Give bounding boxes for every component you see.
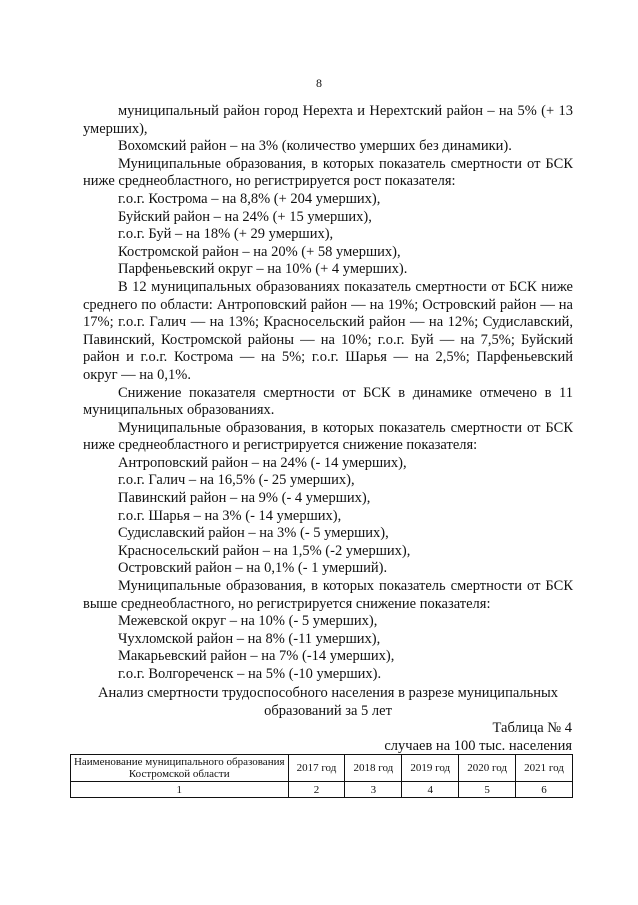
units-label: случаев на 100 тыс. населения xyxy=(384,738,572,754)
list-item: Костромской район – на 20% (+ 58 умерших), xyxy=(118,243,401,260)
list-item: Островский район – на 0,1% (- 1 умерший). xyxy=(118,560,388,577)
table-row xyxy=(71,782,573,798)
paragraph: Снижение показателя смертности от БСК в динамике отмечено в 11 муниципальных образованиях. xyxy=(83,384,573,419)
section-title: Анализ смертности трудоспособного населения в разрезе муниципальных образований за 5 лет xyxy=(97,685,558,719)
list-item: Красносельский район – на 1,5% (-2 умерших), xyxy=(118,542,411,559)
list-item: г.о.г. Кострома – на 8,8% (+ 204 умерших), xyxy=(118,190,381,207)
paragraph: В 12 муниципальных образованиях показатель смертности от БСК ниже среднего по области: Антроповский район — на 19%; Островский район — на 17%; г.о.г. Галич — на 13%; Красносельский район — на 12%; Судиславский, Павинский, Костромской районы — на 10%; г.о.г. Буй — на 7,5%; Буйский район и г.о.г. Кострома — на 5%; г.о.г. Шарья — на 2,5%; Парфеньевский округ — на 0,1%. xyxy=(83,278,573,383)
table-header-cell: 2021 год xyxy=(516,755,573,782)
list-item: Судиславский район – на 3% (- 5 умерших), xyxy=(118,525,389,542)
page-number: 8 xyxy=(316,76,322,90)
list-item: Чухломской район – на 8% (-11 умерших), xyxy=(118,630,381,647)
table-header-cell: 2018 год xyxy=(345,755,402,782)
table-header-cell: 2020 год xyxy=(459,755,516,782)
table-cell: 2 xyxy=(288,782,345,798)
paragraph: Вохомский район – на 3% (количество умерших без динамики). xyxy=(118,138,512,155)
list-item: Макарьевский район – на 7% (-14 умерших), xyxy=(118,648,395,665)
list-item: Антроповский район – на 24% (- 14 умерших), xyxy=(118,454,407,471)
table-header-cell: Наименование муниципального образования Костромской области xyxy=(71,755,289,782)
list-item: г.о.г. Волгореченск – на 5% (-10 умерших). xyxy=(118,666,382,682)
paragraph: муниципальный район город Нерехта и Нерехтский район – на 5% (+ 13 умерших), xyxy=(83,103,573,137)
list-item: г.о.г. Шарья – на 3% (- 14 умерших), xyxy=(118,507,342,524)
list-item: г.о.г. Буй – на 18% (+ 29 умерших), xyxy=(118,226,334,243)
table-header-cell: 2017 год xyxy=(288,755,345,782)
list-item: Парфеньевский округ – на 10% (+ 4 умерших). xyxy=(118,261,408,278)
table-cell: 5 xyxy=(459,782,516,798)
data-table xyxy=(70,754,573,798)
table-header-row xyxy=(71,755,573,782)
table-cell: 1 xyxy=(71,782,289,798)
paragraph: Муниципальные образования, в которых показатель смертности от БСК ниже среднеобластного и регистрируется снижение показателя: xyxy=(83,419,573,454)
table-cell: 3 xyxy=(345,782,402,798)
body-text xyxy=(83,103,573,684)
table-cell: 6 xyxy=(516,782,573,798)
list-item: г.о.г. Галич – на 16,5% (- 25 умерших), xyxy=(118,472,355,489)
paragraph: Муниципальные образования, в которых показатель смертности от БСК ниже среднеобластного, но регистрируется рост показателя: xyxy=(83,155,573,190)
table-cell: 4 xyxy=(402,782,459,798)
list-item: Межевской округ – на 10% (- 5 умерших), xyxy=(118,613,378,630)
list-item: Буйский район – на 24% (+ 15 умерших), xyxy=(118,208,372,225)
list-item: Павинский район – на 9% (- 4 умерших), xyxy=(118,490,371,507)
table-header-cell: 2019 год xyxy=(402,755,459,782)
table-label: Таблица № 4 xyxy=(492,720,572,736)
paragraph: Муниципальные образования, в которых показатель смертности от БСК выше среднеобластного, но регистрируется снижение показателя: xyxy=(83,578,573,612)
